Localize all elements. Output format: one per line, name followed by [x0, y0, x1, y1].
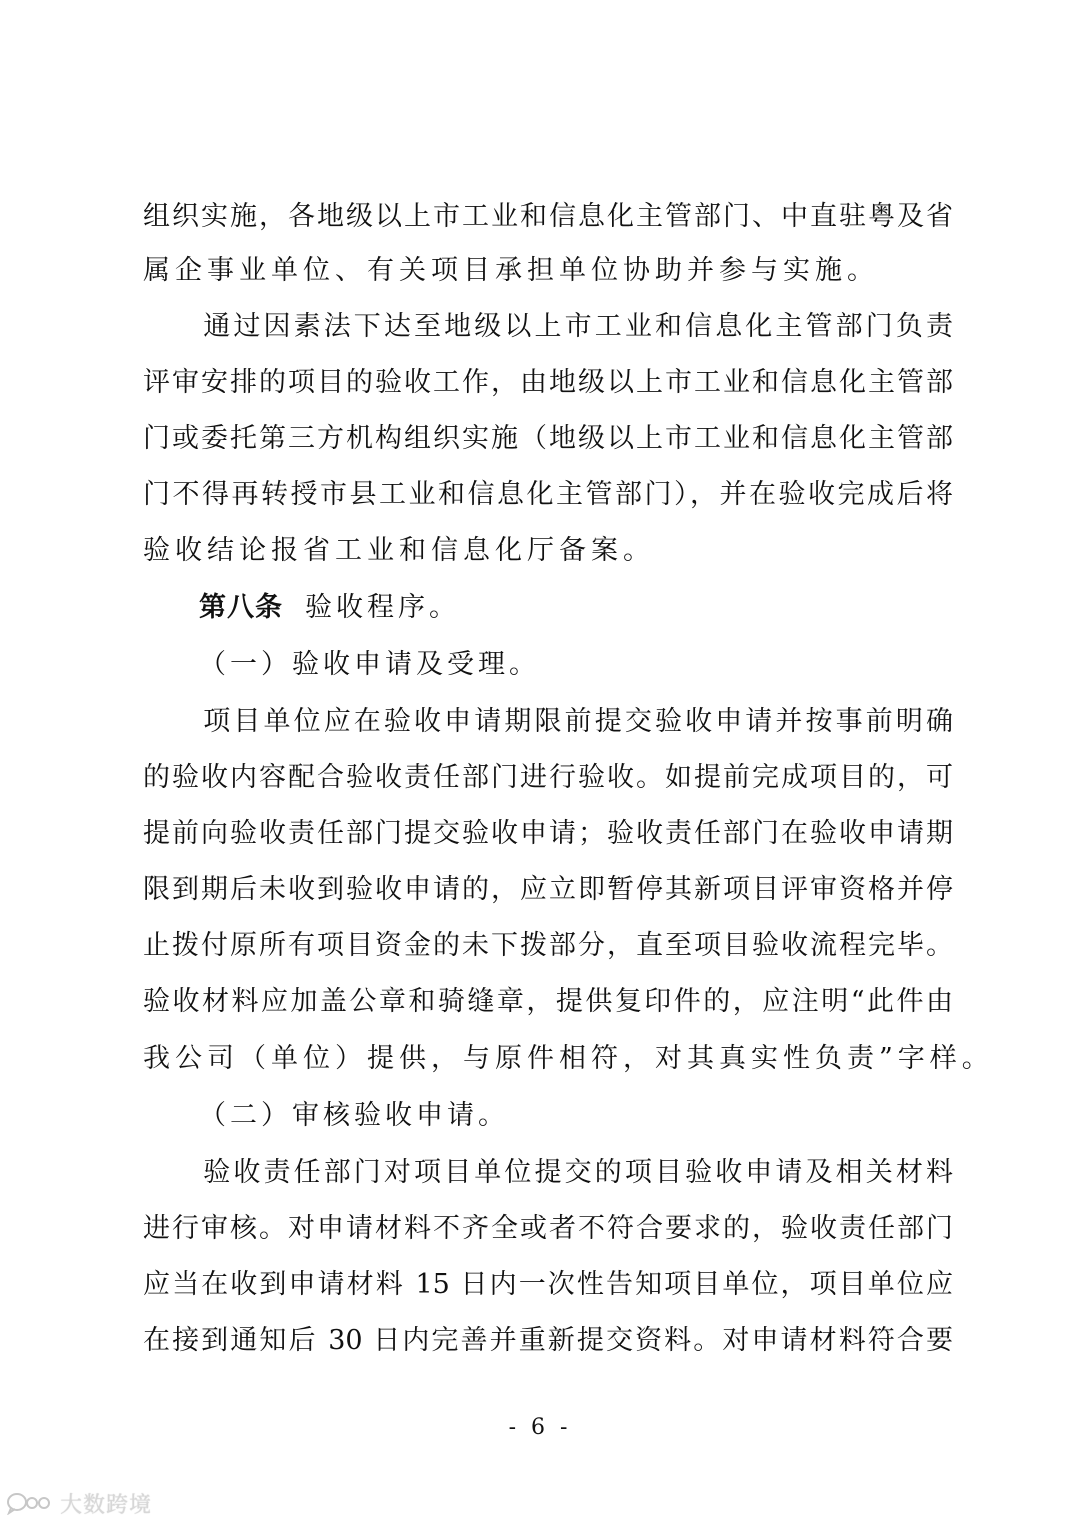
- text-line: 门不得再转授市县工业和信息化主管部门），并在验收完成后将: [143, 479, 953, 510]
- text-line: 止拨付原所有项目资金的未下拨部分，直至项目验收流程完毕。: [143, 930, 953, 961]
- text-line: 组织实施，各地级以上市工业和信息化主管部门、中直驻粤及省: [143, 201, 953, 232]
- text-line: 在接到通知后 30 日内完善并重新提交资料。对申请材料符合要: [143, 1325, 953, 1356]
- text-line: 评审安排的项目的验收工作，由地级以上市工业和信息化主管部: [143, 367, 953, 398]
- text-line: 提前向验收责任部门提交验收申请；验收责任部门在验收申请期: [143, 818, 953, 849]
- section-heading: （二）审核验收申请。: [199, 1100, 509, 1131]
- text-line: 进行审核。对申请材料不齐全或者不符合要求的，验收责任部门: [143, 1213, 953, 1244]
- text-line: 应当在收到申请材料 15 日内一次性告知项目单位，项目单位应: [143, 1269, 953, 1300]
- text-line: 限到期后未收到验收申请的，应立即暂停其新项目评审资格并停: [143, 874, 953, 905]
- text-line: 项目单位应在验收申请期限前提交验收申请并按事前明确: [143, 706, 953, 737]
- text-line: 门或委托第三方机构组织实施（地级以上市工业和信息化主管部: [143, 423, 953, 454]
- article-title: 验收程序。: [305, 592, 460, 623]
- text-line: 验收材料应加盖公章和骑缝章，提供复印件的，应注明“此件由: [143, 986, 953, 1017]
- watermark-text: 大数跨境: [60, 1492, 153, 1518]
- article-heading: [199, 588, 899, 628]
- article-number: 第八条: [199, 592, 283, 623]
- text-line: 验收责任部门对项目单位提交的项目验收申请及相关材料: [143, 1157, 953, 1188]
- watermark: [6, 1486, 152, 1520]
- text-line: 我公司（单位）提供，与原件相符，对其真实性负责”字样。: [143, 1043, 994, 1074]
- text-line: 通过因素法下达至地级以上市工业和信息化主管部门负责: [143, 311, 953, 342]
- section-heading: （一）验收申请及受理。: [199, 649, 540, 680]
- page-number: - 6 -: [508, 1415, 572, 1440]
- chat-bubble-logo-icon: [6, 1491, 54, 1515]
- text-line: 验收结论报省工业和信息化厅备案。: [143, 535, 655, 566]
- text-line: 的验收内容配合验收责任部门进行验收。如提前完成项目的，可: [143, 762, 953, 793]
- text-line: 属企事业单位、有关项目承担单位协助并参与实施。: [143, 255, 879, 286]
